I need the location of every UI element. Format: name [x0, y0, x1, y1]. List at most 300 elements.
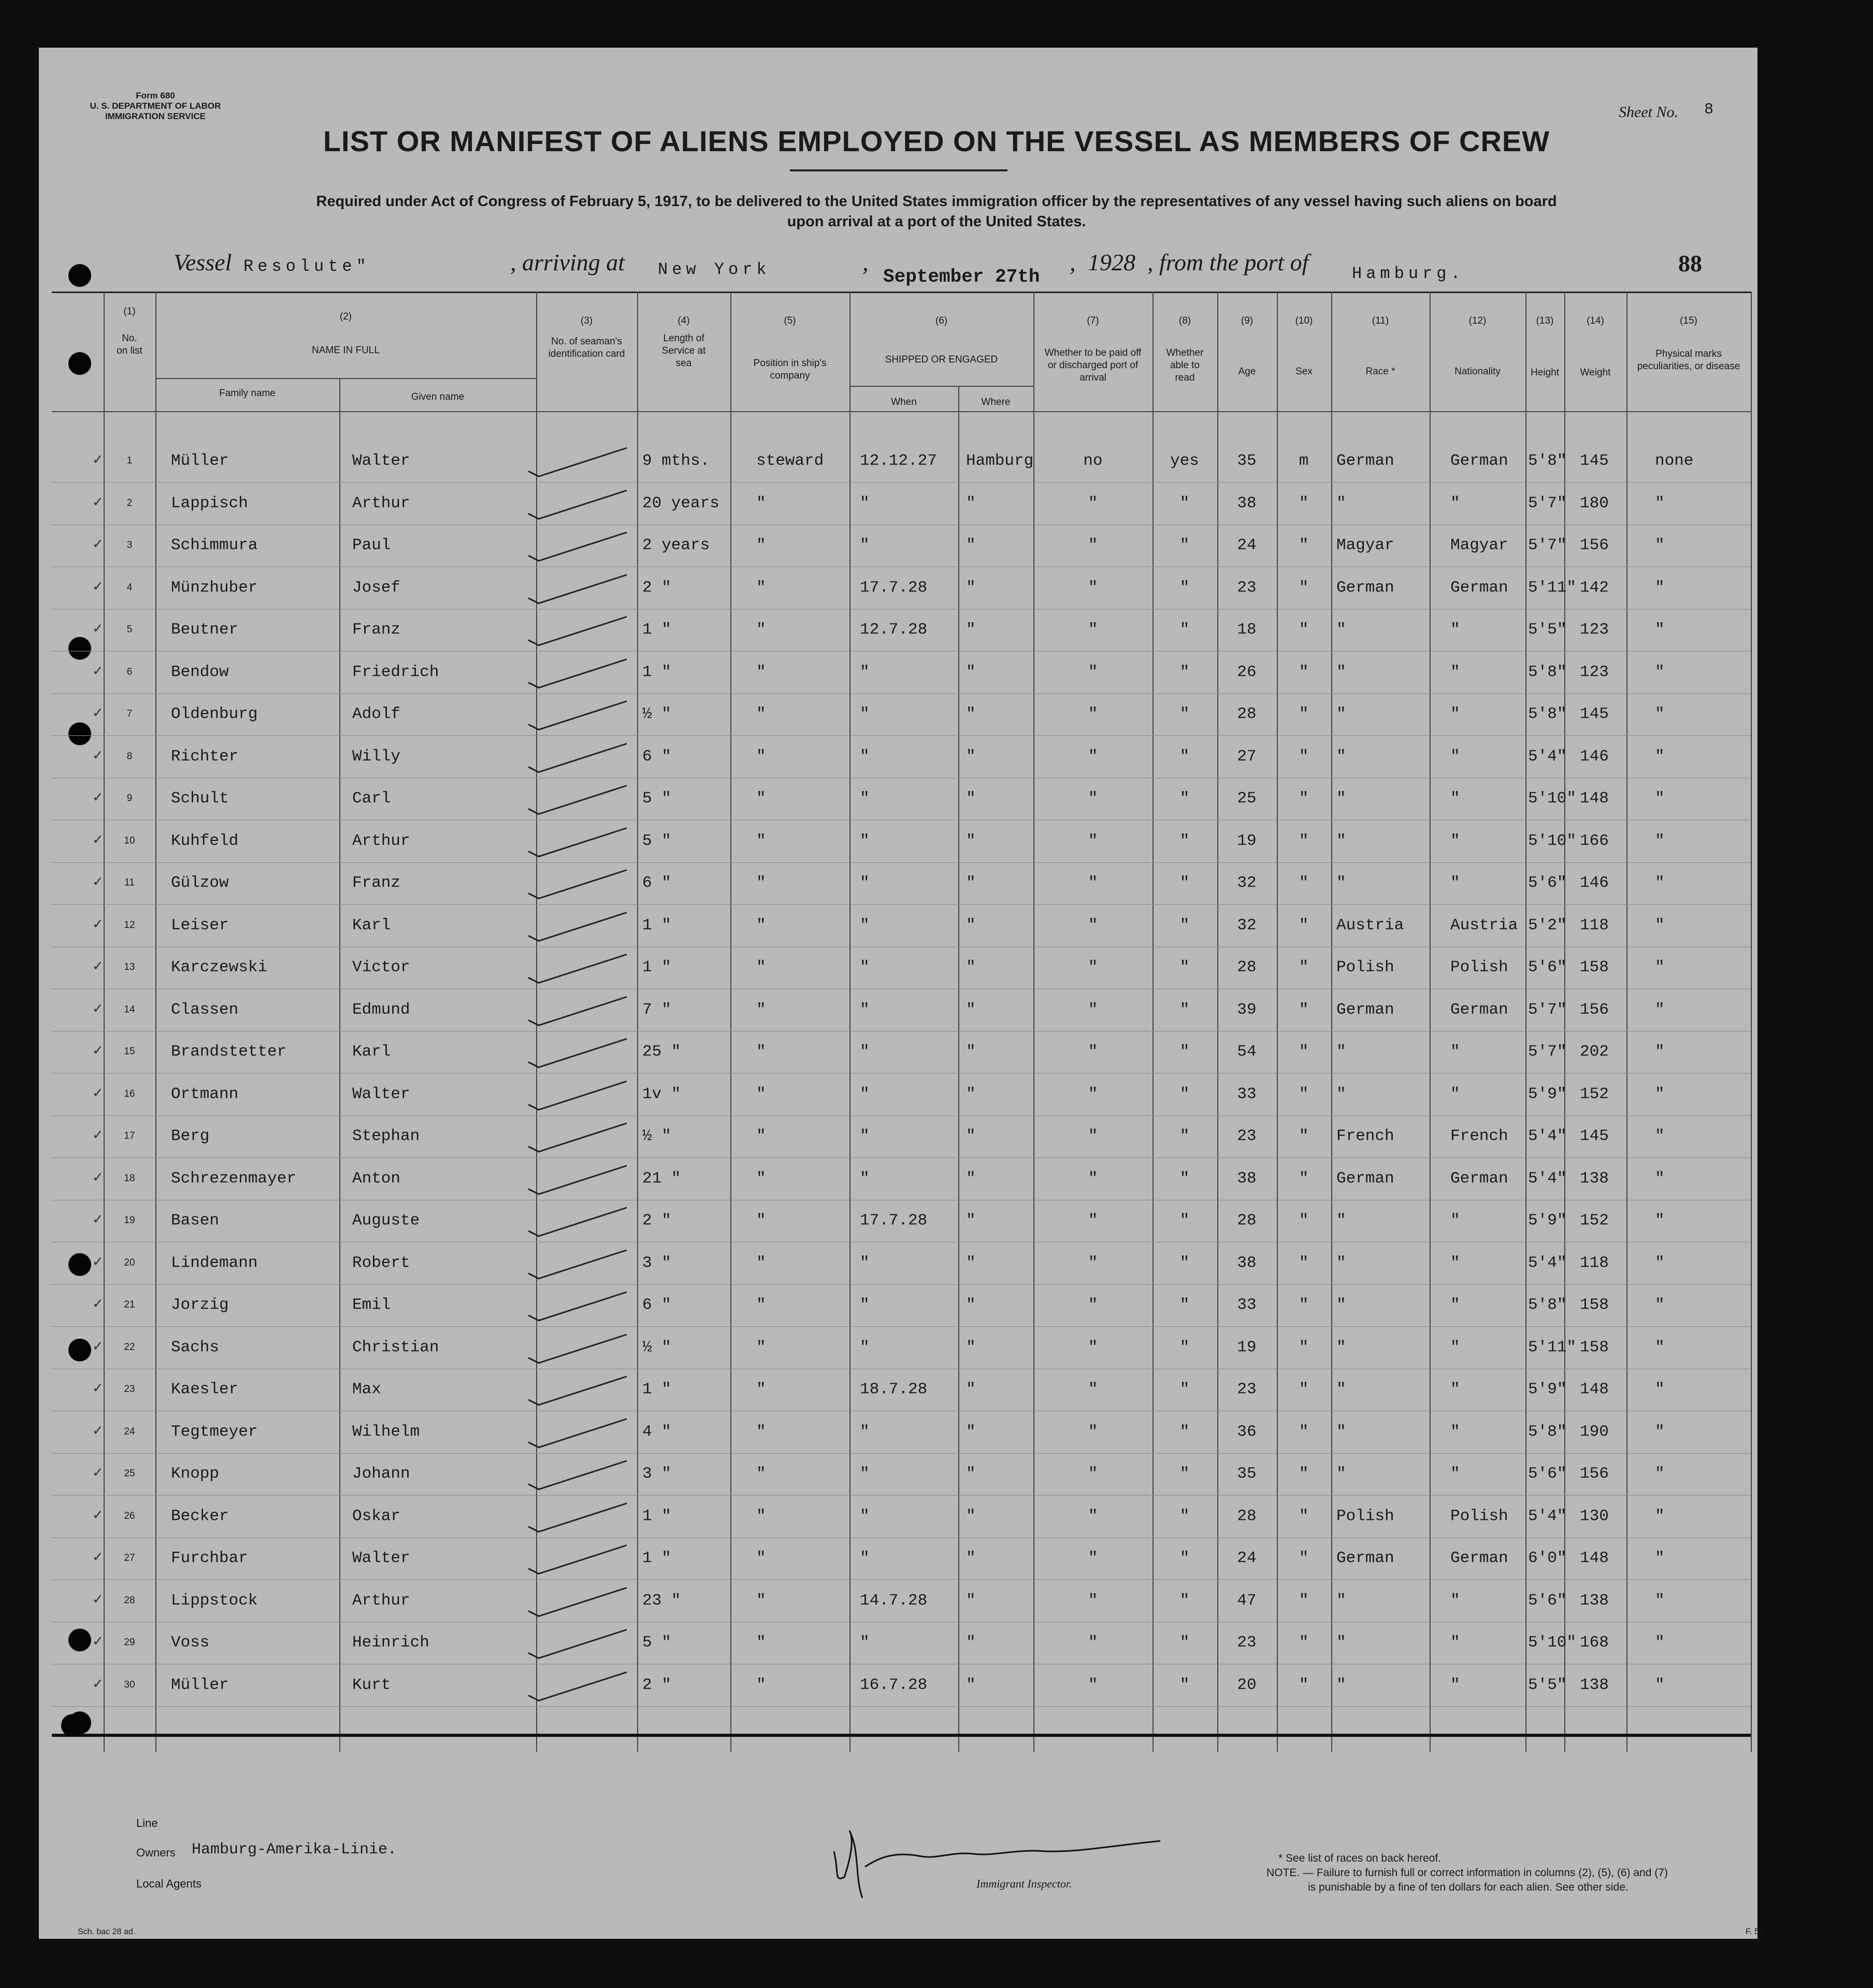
sex: m [1299, 452, 1309, 470]
row-separator [52, 1495, 1751, 1496]
nationality: Polish [1450, 1507, 1508, 1526]
service-length: ½ " [642, 1338, 671, 1357]
race: " [1336, 832, 1346, 850]
position: steward [756, 452, 824, 470]
row-separator [52, 693, 1751, 694]
position: " [756, 620, 766, 639]
physical-marks: " [1655, 705, 1665, 723]
nationality: " [1450, 789, 1460, 808]
height: 5'6" [1528, 874, 1567, 892]
height: 6'0" [1528, 1549, 1567, 1568]
row-separator [52, 1157, 1751, 1158]
able-to-read: yes [1170, 452, 1199, 470]
service-length: 1 " [642, 1507, 671, 1526]
weight: 130 [1580, 1507, 1609, 1526]
physical-marks: " [1655, 1633, 1665, 1652]
shipped-where: " [966, 705, 976, 723]
header-bottom-rule [52, 411, 1751, 412]
shipped-where: " [966, 1042, 976, 1061]
family-name: Jorzig [171, 1296, 229, 1314]
race: " [1336, 1254, 1346, 1272]
weight: 156 [1580, 1464, 1609, 1483]
shipped-where: " [966, 789, 976, 808]
age: 39 [1237, 1000, 1257, 1019]
shipped-when: 17.7.28 [860, 578, 928, 597]
given-name: Walter [352, 1549, 410, 1568]
race: Austria [1336, 916, 1404, 935]
col-2a-header: Family name [219, 388, 276, 399]
able-to-read: " [1179, 663, 1190, 681]
physical-marks: " [1655, 494, 1665, 513]
checkmark-icon [528, 1292, 627, 1321]
row-number: 8 [126, 751, 133, 762]
weight: 145 [1580, 705, 1609, 723]
given-name: Edmund [352, 1000, 410, 1019]
paid-off: " [1088, 1507, 1098, 1526]
height: 5'2" [1528, 916, 1567, 935]
given-name: Karl [352, 1042, 391, 1061]
age: 23 [1237, 1380, 1257, 1399]
margin-tick-icon: ✓ [92, 1169, 104, 1185]
race: " [1336, 747, 1346, 766]
checkmark-icon [528, 1545, 627, 1574]
margin-tick-icon: ✓ [92, 789, 104, 805]
race: " [1336, 705, 1346, 723]
binder-hole [68, 722, 91, 745]
service-length: 2 " [642, 1211, 671, 1230]
age: 23 [1237, 578, 1257, 597]
nationality: " [1450, 494, 1460, 513]
weight: 156 [1580, 536, 1609, 555]
sex: " [1299, 536, 1309, 555]
sex: " [1299, 620, 1309, 639]
weight: 138 [1580, 1676, 1609, 1694]
sex: " [1299, 1338, 1309, 1357]
service-length: 1v " [642, 1085, 681, 1104]
given-name: Arthur [352, 1591, 410, 1610]
race: " [1336, 1211, 1346, 1230]
given-name: Walter [352, 452, 410, 470]
col-5-number: (5) [784, 315, 796, 326]
list-end-rule [52, 1734, 1751, 1737]
checkmark-icon [528, 659, 627, 688]
paid-off: " [1088, 705, 1098, 723]
row-separator [52, 1537, 1751, 1538]
row-number: 24 [124, 1426, 135, 1437]
arrival-year: 1928 [1088, 249, 1135, 275]
sex: " [1299, 1296, 1309, 1314]
weight: 202 [1580, 1042, 1609, 1061]
row-number: 10 [124, 835, 135, 846]
position: " [756, 789, 766, 808]
able-to-read: " [1179, 620, 1190, 639]
margin-tick-icon: ✓ [92, 1338, 104, 1354]
age: 25 [1237, 789, 1257, 808]
service-length: 1 " [642, 1549, 671, 1568]
race: " [1336, 1591, 1346, 1610]
id-card-checkmarks [518, 414, 642, 1740]
service-length: 1 " [642, 1380, 671, 1399]
given-name: Emil [352, 1296, 391, 1314]
nationality: " [1450, 747, 1460, 766]
vessel-label: Vessel [174, 249, 232, 275]
physical-marks: " [1655, 1549, 1665, 1568]
weight: 156 [1580, 1000, 1609, 1019]
paid-off: " [1088, 663, 1098, 681]
row-number: 26 [124, 1511, 135, 1521]
paid-off: " [1088, 874, 1098, 892]
nationality: Polish [1450, 958, 1508, 977]
checkmark-icon [528, 1672, 627, 1701]
nationality: " [1450, 1380, 1460, 1399]
shipped-where: Hamburg [966, 452, 1034, 470]
sex: " [1299, 1000, 1309, 1019]
paid-off: " [1088, 1042, 1098, 1061]
able-to-read: " [1179, 916, 1190, 935]
physical-marks: " [1655, 578, 1665, 597]
shipped-where: " [966, 663, 976, 681]
row-number: 3 [126, 540, 133, 550]
col-2-number: (2) [339, 311, 352, 322]
family-name: Gülzow [171, 874, 229, 892]
given-name: Oskar [352, 1507, 401, 1526]
binder-hole [61, 1714, 84, 1737]
service-length: 3 " [642, 1254, 671, 1272]
physical-marks: " [1655, 620, 1665, 639]
height: 5'4" [1528, 1254, 1567, 1272]
physical-marks: " [1655, 1380, 1665, 1399]
shipped-where: " [966, 1211, 976, 1230]
col-13-number: (13) [1536, 315, 1554, 326]
paid-off: " [1088, 620, 1098, 639]
subtitle-line-2: upon arrival at a port of the United States. [787, 213, 1086, 230]
physical-marks: " [1655, 958, 1665, 977]
physical-marks: none [1655, 452, 1694, 470]
row-number: 5 [126, 624, 133, 635]
able-to-read: " [1179, 1633, 1190, 1652]
shipped-where: " [966, 1296, 976, 1314]
weight: 158 [1580, 1296, 1609, 1314]
physical-marks: " [1655, 1591, 1665, 1610]
shipped-when: " [860, 1423, 870, 1441]
row-separator [52, 1115, 1751, 1116]
date-sep: , [862, 249, 869, 275]
shipped-where: " [966, 578, 976, 597]
position: " [756, 1042, 766, 1061]
service-length: 1 " [642, 916, 671, 935]
able-to-read: " [1179, 1549, 1190, 1568]
race: " [1336, 1676, 1346, 1694]
position: " [756, 1464, 766, 1483]
height: 5'10" [1528, 1633, 1577, 1652]
family-name: Tegtmeyer [171, 1423, 258, 1441]
shipped-when: " [860, 832, 870, 850]
margin-tick-icon: ✓ [92, 452, 104, 467]
checkmark-icon [528, 870, 627, 898]
paid-off: " [1088, 747, 1098, 766]
row-number: 25 [124, 1468, 135, 1479]
height: 5'9" [1528, 1211, 1567, 1230]
nationality: Austria [1450, 916, 1518, 935]
given-name: Christian [352, 1338, 439, 1357]
shipped-when: " [860, 1507, 870, 1526]
shipped-when: " [860, 916, 870, 935]
row-number: 13 [124, 962, 135, 973]
arrival-port: New York [658, 260, 771, 279]
race: " [1336, 1338, 1346, 1357]
service-length: 4 " [642, 1423, 671, 1441]
given-name: Robert [352, 1254, 410, 1272]
physical-marks: " [1655, 1000, 1665, 1019]
paid-off: " [1088, 1338, 1098, 1357]
sex: " [1299, 663, 1309, 681]
checkmark-icon [528, 575, 627, 603]
arrival-date: September 27th [883, 266, 1040, 287]
sex: " [1299, 1507, 1309, 1526]
family-name: Becker [171, 1507, 229, 1526]
shipped-when: " [860, 789, 870, 808]
page-title: LIST OR MANIFEST OF ALIENS EMPLOYED ON THE VESSEL AS MEMBERS OF CREW [323, 125, 1550, 157]
able-to-read: " [1179, 1464, 1190, 1483]
nationality: " [1450, 1676, 1460, 1694]
age: 26 [1237, 663, 1257, 681]
checkmark-icon [528, 490, 627, 519]
nationality: " [1450, 1464, 1460, 1483]
col-11-header: Race * [1365, 366, 1395, 377]
age: 38 [1237, 1169, 1257, 1188]
title-underline [790, 169, 1007, 171]
checkmark-icon [528, 997, 627, 1025]
checkmark-icon [528, 1250, 627, 1279]
weight: 118 [1580, 1254, 1609, 1272]
nationality: German [1450, 578, 1508, 597]
position: " [756, 1423, 766, 1441]
able-to-read: " [1179, 705, 1190, 723]
height: 5'11" [1528, 578, 1577, 597]
nationality: German [1450, 1000, 1508, 1019]
shipped-where: " [966, 494, 976, 513]
given-name: Max [352, 1380, 381, 1399]
col-rule [730, 292, 731, 1752]
sex: " [1299, 916, 1309, 935]
paid-off: " [1088, 1000, 1098, 1019]
shipped-when: 17.7.28 [860, 1211, 928, 1230]
paid-off: " [1088, 1380, 1098, 1399]
race: " [1336, 620, 1346, 639]
row-number: 19 [124, 1215, 135, 1226]
service-length: 1 " [642, 663, 671, 681]
physical-marks: " [1655, 1507, 1665, 1526]
subtitle-line-1: Required under Act of Congress of February 5, 1917, to be delivered to the United States immigration officer by the representatives of any vessel having such aliens on board [316, 193, 1557, 210]
height: 5'8" [1528, 452, 1567, 470]
col-15-number: (15) [1680, 315, 1697, 326]
col-rule [1751, 292, 1752, 1752]
physical-marks: " [1655, 874, 1665, 892]
physical-marks: " [1655, 1464, 1665, 1483]
row-number: 14 [124, 1004, 135, 1015]
margin-tick-icon: ✓ [92, 1085, 104, 1100]
age: 32 [1237, 916, 1257, 935]
race: Polish [1336, 1507, 1394, 1526]
row-number: 22 [124, 1342, 135, 1353]
row-separator [52, 482, 1751, 483]
given-name: Arthur [352, 832, 410, 850]
service-length: 3 " [642, 1464, 671, 1483]
physical-marks: " [1655, 1085, 1665, 1104]
physical-marks: " [1655, 1338, 1665, 1357]
position: " [756, 1000, 766, 1019]
paid-off: " [1088, 1085, 1098, 1104]
race: " [1336, 663, 1346, 681]
col-rule [1525, 292, 1526, 1752]
physical-marks: " [1655, 1423, 1665, 1441]
col-15-header: Physical marks peculiarities, or disease [1637, 349, 1740, 372]
position: " [756, 1085, 766, 1104]
col-1-header: No. on list [117, 333, 142, 356]
schedule-code: Sch. bac 28 ad. [78, 1927, 136, 1936]
shipped-when: " [860, 1169, 870, 1188]
owners-label: Owners [136, 1846, 176, 1859]
weight: 118 [1580, 916, 1609, 935]
position: " [756, 1591, 766, 1610]
nationality: " [1450, 1211, 1460, 1230]
weight: 142 [1580, 578, 1609, 597]
race: " [1336, 1380, 1346, 1399]
given-name: Kurt [352, 1676, 391, 1694]
race: " [1336, 789, 1346, 808]
sex: " [1299, 1549, 1309, 1568]
col-8-header: Whether able to read [1166, 347, 1204, 383]
row-separator [52, 1031, 1751, 1032]
service-length: 23 " [642, 1591, 681, 1610]
height: 5'5" [1528, 620, 1567, 639]
service-length: 2 " [642, 578, 671, 597]
col-2-header: NAME IN FULL [312, 345, 380, 356]
shipped-where: " [966, 747, 976, 766]
physical-marks: " [1655, 1127, 1665, 1145]
able-to-read: " [1179, 1042, 1190, 1061]
physical-marks: " [1655, 1169, 1665, 1188]
from-label: , from the port of [1147, 249, 1309, 275]
shipped-when: " [860, 1633, 870, 1652]
paid-off: " [1088, 789, 1098, 808]
service-length: 25 " [642, 1042, 681, 1061]
sex: " [1299, 1042, 1309, 1061]
family-name: Karczewski [171, 958, 268, 977]
able-to-read: " [1179, 1085, 1190, 1104]
shipped-where: " [966, 1380, 976, 1399]
weight: 190 [1580, 1423, 1609, 1441]
shipped-where: " [966, 1085, 976, 1104]
family-name: Berg [171, 1127, 210, 1145]
physical-marks: " [1655, 1042, 1665, 1061]
able-to-read: " [1179, 1380, 1190, 1399]
paid-off: " [1088, 1423, 1098, 1441]
able-to-read: " [1179, 1423, 1190, 1441]
col-11-number: (11) [1372, 315, 1389, 326]
nationality: " [1450, 1296, 1460, 1314]
weight: 138 [1580, 1169, 1609, 1188]
margin-tick-icon: ✓ [92, 494, 104, 510]
able-to-read: " [1179, 747, 1190, 766]
shipped-when: " [860, 663, 870, 681]
family-name: Furchbar [171, 1549, 248, 1568]
service-length: ½ " [642, 705, 671, 723]
race: " [1336, 1464, 1346, 1483]
weight: 146 [1580, 747, 1609, 766]
race: German [1336, 1000, 1394, 1019]
height: 5'8" [1528, 663, 1567, 681]
race: German [1336, 1549, 1394, 1568]
age: 28 [1237, 705, 1257, 723]
shipped-where: " [966, 832, 976, 850]
note-line-1: NOTE. — Failure to furnish full or correct information in columns (2), (5), (6) and (7) [1266, 1867, 1668, 1879]
row-number: 6 [126, 666, 133, 677]
vessel-name: Resolute" [243, 257, 370, 276]
shipped-when: " [860, 747, 870, 766]
row-separator [52, 862, 1751, 863]
nationality: German [1450, 1169, 1508, 1188]
col-9-header: Age [1238, 366, 1256, 377]
checkmark-icon [528, 1039, 627, 1067]
sex: " [1299, 1127, 1309, 1145]
shipped-where: " [966, 1633, 976, 1652]
checkmark-icon [528, 1208, 627, 1236]
row-number: 7 [126, 708, 133, 719]
margin-tick-icon: ✓ [92, 747, 104, 763]
shipped-where: " [966, 1591, 976, 1610]
shipped-when: " [860, 1127, 870, 1145]
local-agents-label: Local Agents [136, 1877, 201, 1890]
family-name: Ortmann [171, 1085, 239, 1104]
height: 5'10" [1528, 789, 1577, 808]
sex: " [1299, 578, 1309, 597]
given-name: Walter [352, 1085, 410, 1104]
shipped-when: " [860, 1338, 870, 1357]
row-number: 28 [124, 1595, 135, 1606]
row-number: 21 [124, 1299, 135, 1310]
shipped-when: " [860, 1042, 870, 1061]
paid-off: " [1088, 536, 1098, 555]
form-identifier [67, 91, 243, 122]
position: " [756, 1254, 766, 1272]
sex: " [1299, 1085, 1309, 1104]
sex: " [1299, 958, 1309, 977]
age: 20 [1237, 1676, 1257, 1694]
shipped-where: " [966, 1254, 976, 1272]
height: 5'8" [1528, 705, 1567, 723]
owners-value: Hamburg-Amerika-Linie. [192, 1841, 397, 1859]
form-code: F. 53. [1746, 1927, 1766, 1936]
age: 35 [1237, 1464, 1257, 1483]
nationality: " [1450, 1042, 1460, 1061]
col-6b-header: Where [981, 397, 1011, 408]
age: 38 [1237, 494, 1257, 513]
weight: 158 [1580, 1338, 1609, 1357]
row-separator [52, 1579, 1751, 1580]
family-name: Müller [171, 1676, 229, 1694]
row-number: 16 [124, 1089, 135, 1099]
able-to-read: " [1179, 536, 1190, 555]
age: 23 [1237, 1633, 1257, 1652]
shipped-when: " [860, 874, 870, 892]
row-number: 23 [124, 1384, 135, 1395]
given-name: Adolf [352, 705, 401, 723]
paid-off: " [1088, 1591, 1098, 1610]
shipped-when: 16.7.28 [860, 1676, 928, 1694]
manifest-sheet [39, 48, 1757, 1939]
row-number: 12 [124, 920, 135, 931]
